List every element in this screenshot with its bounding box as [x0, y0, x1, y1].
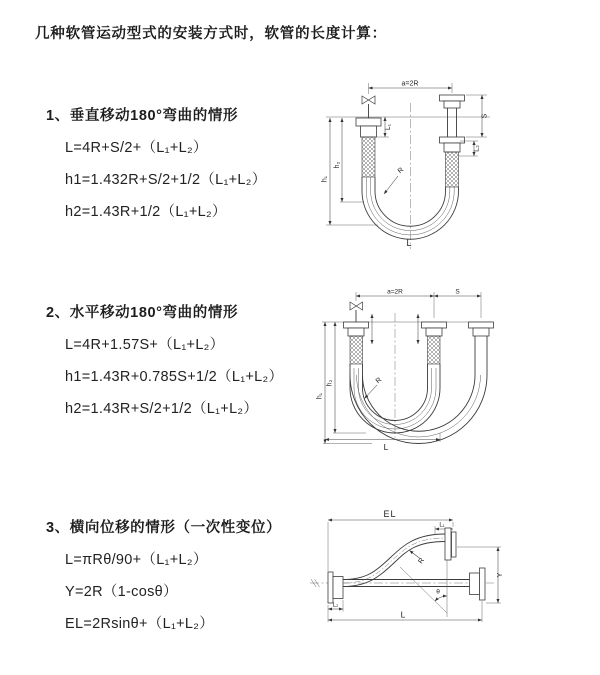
dimension-h2 — [334, 118, 364, 202]
dimension-a2r — [356, 289, 481, 319]
flange-left — [344, 322, 369, 336]
hose-s-curve-position — [343, 534, 445, 587]
flange-bottom-right — [470, 568, 486, 600]
dim-label-r: R — [396, 166, 406, 176]
dim-label-l: L — [383, 442, 389, 452]
dim-label-a2r: a=2R — [387, 288, 403, 296]
dim-label-r: R — [417, 557, 427, 566]
formula-line: h1=1.432R+S/2+1/2（L₁+L₂） — [65, 172, 267, 188]
dimension-s — [434, 289, 481, 297]
dim-label-l: L — [400, 609, 406, 620]
formula-line: L=4R+S/2+（L₁+L₂） — [65, 140, 208, 156]
diagram-lateral-displacement — [302, 505, 567, 640]
hose-u-tube-position2 — [350, 336, 487, 444]
braid-section-right — [446, 152, 459, 187]
formula-line: h1=1.43R+0.785S+1/2（L₁+L₂） — [65, 369, 284, 385]
section-2 — [46, 301, 283, 425]
formula-line: h2=1.43R+S/2+1/2（L₁+L₂） — [65, 401, 259, 417]
dim-label-h1: h₁ — [316, 392, 324, 400]
dim-label-h2: h₂ — [334, 161, 341, 169]
flange-left — [328, 572, 343, 603]
braid-section-left — [362, 137, 375, 177]
dimension-el — [328, 509, 453, 571]
dim-label-el: EL — [383, 509, 397, 519]
dim-label-a2r: a=2R — [401, 80, 419, 88]
flange-right-top — [440, 95, 465, 108]
flange-right-lower — [440, 137, 465, 152]
formula-line: L=4R+1.57S+（L₁+L₂） — [65, 337, 225, 353]
formula-line: EL=2Rsinθ+（L₁+L₂） — [65, 616, 215, 632]
braid-section-left — [350, 336, 363, 364]
dim-label-h2: h₂ — [326, 379, 334, 387]
valve-icon — [350, 302, 363, 322]
flange-right — [469, 322, 494, 336]
formula-line: L=πRθ/90+（L₁+L₂） — [65, 552, 208, 568]
valve-icon — [362, 96, 375, 118]
section-3 — [46, 516, 281, 640]
dim-label-r: R — [374, 376, 384, 386]
dimension-l — [325, 433, 440, 452]
section-1-heading: 1、垂直移动180°弯曲的情形 — [46, 108, 239, 124]
angle-theta — [435, 589, 447, 602]
dim-label-s: S — [455, 288, 460, 296]
section-2-heading: 2、水平移动180°弯曲的情形 — [46, 305, 239, 321]
dim-label-l1: L₁ — [385, 123, 392, 131]
dimension-a2r — [369, 81, 453, 95]
flange-left — [356, 118, 381, 137]
radius-callout — [384, 167, 405, 194]
dimension-h1 — [317, 322, 373, 444]
dim-label-l1: L₁ — [439, 522, 445, 529]
radius-callout — [365, 377, 384, 399]
diagram-horizontal-180-bend — [300, 288, 555, 453]
dim-label-l2: L₂ — [473, 145, 481, 152]
section-3-heading: 3、横向位移的情形（一次性变位） — [46, 520, 282, 536]
dim-label-l: L — [406, 238, 412, 248]
dim-label-h1: h₁ — [321, 175, 329, 183]
dimension-s — [466, 95, 489, 137]
formula-line: Y=2R（1-cosθ） — [65, 584, 178, 600]
flange-top-right — [445, 528, 456, 560]
dimension-l — [328, 601, 482, 622]
section-1 — [46, 104, 267, 228]
braid-section-middle — [428, 336, 441, 364]
dim-label-l2: L₂ — [332, 602, 339, 609]
formula-line: h2=1.43R+1/2（L₁+L₂） — [65, 204, 227, 220]
dim-label-s: S — [481, 113, 489, 119]
radius-callout — [410, 551, 427, 566]
dim-label-theta: θ — [436, 588, 440, 596]
dim-label-y: Y — [497, 572, 504, 578]
radius-line — [400, 567, 447, 613]
diagram-vertical-180-bend — [298, 75, 553, 255]
document-title: 几种软管运动型式的安装方式时，软管的长度计算： — [35, 26, 387, 42]
flange-middle — [422, 322, 447, 336]
